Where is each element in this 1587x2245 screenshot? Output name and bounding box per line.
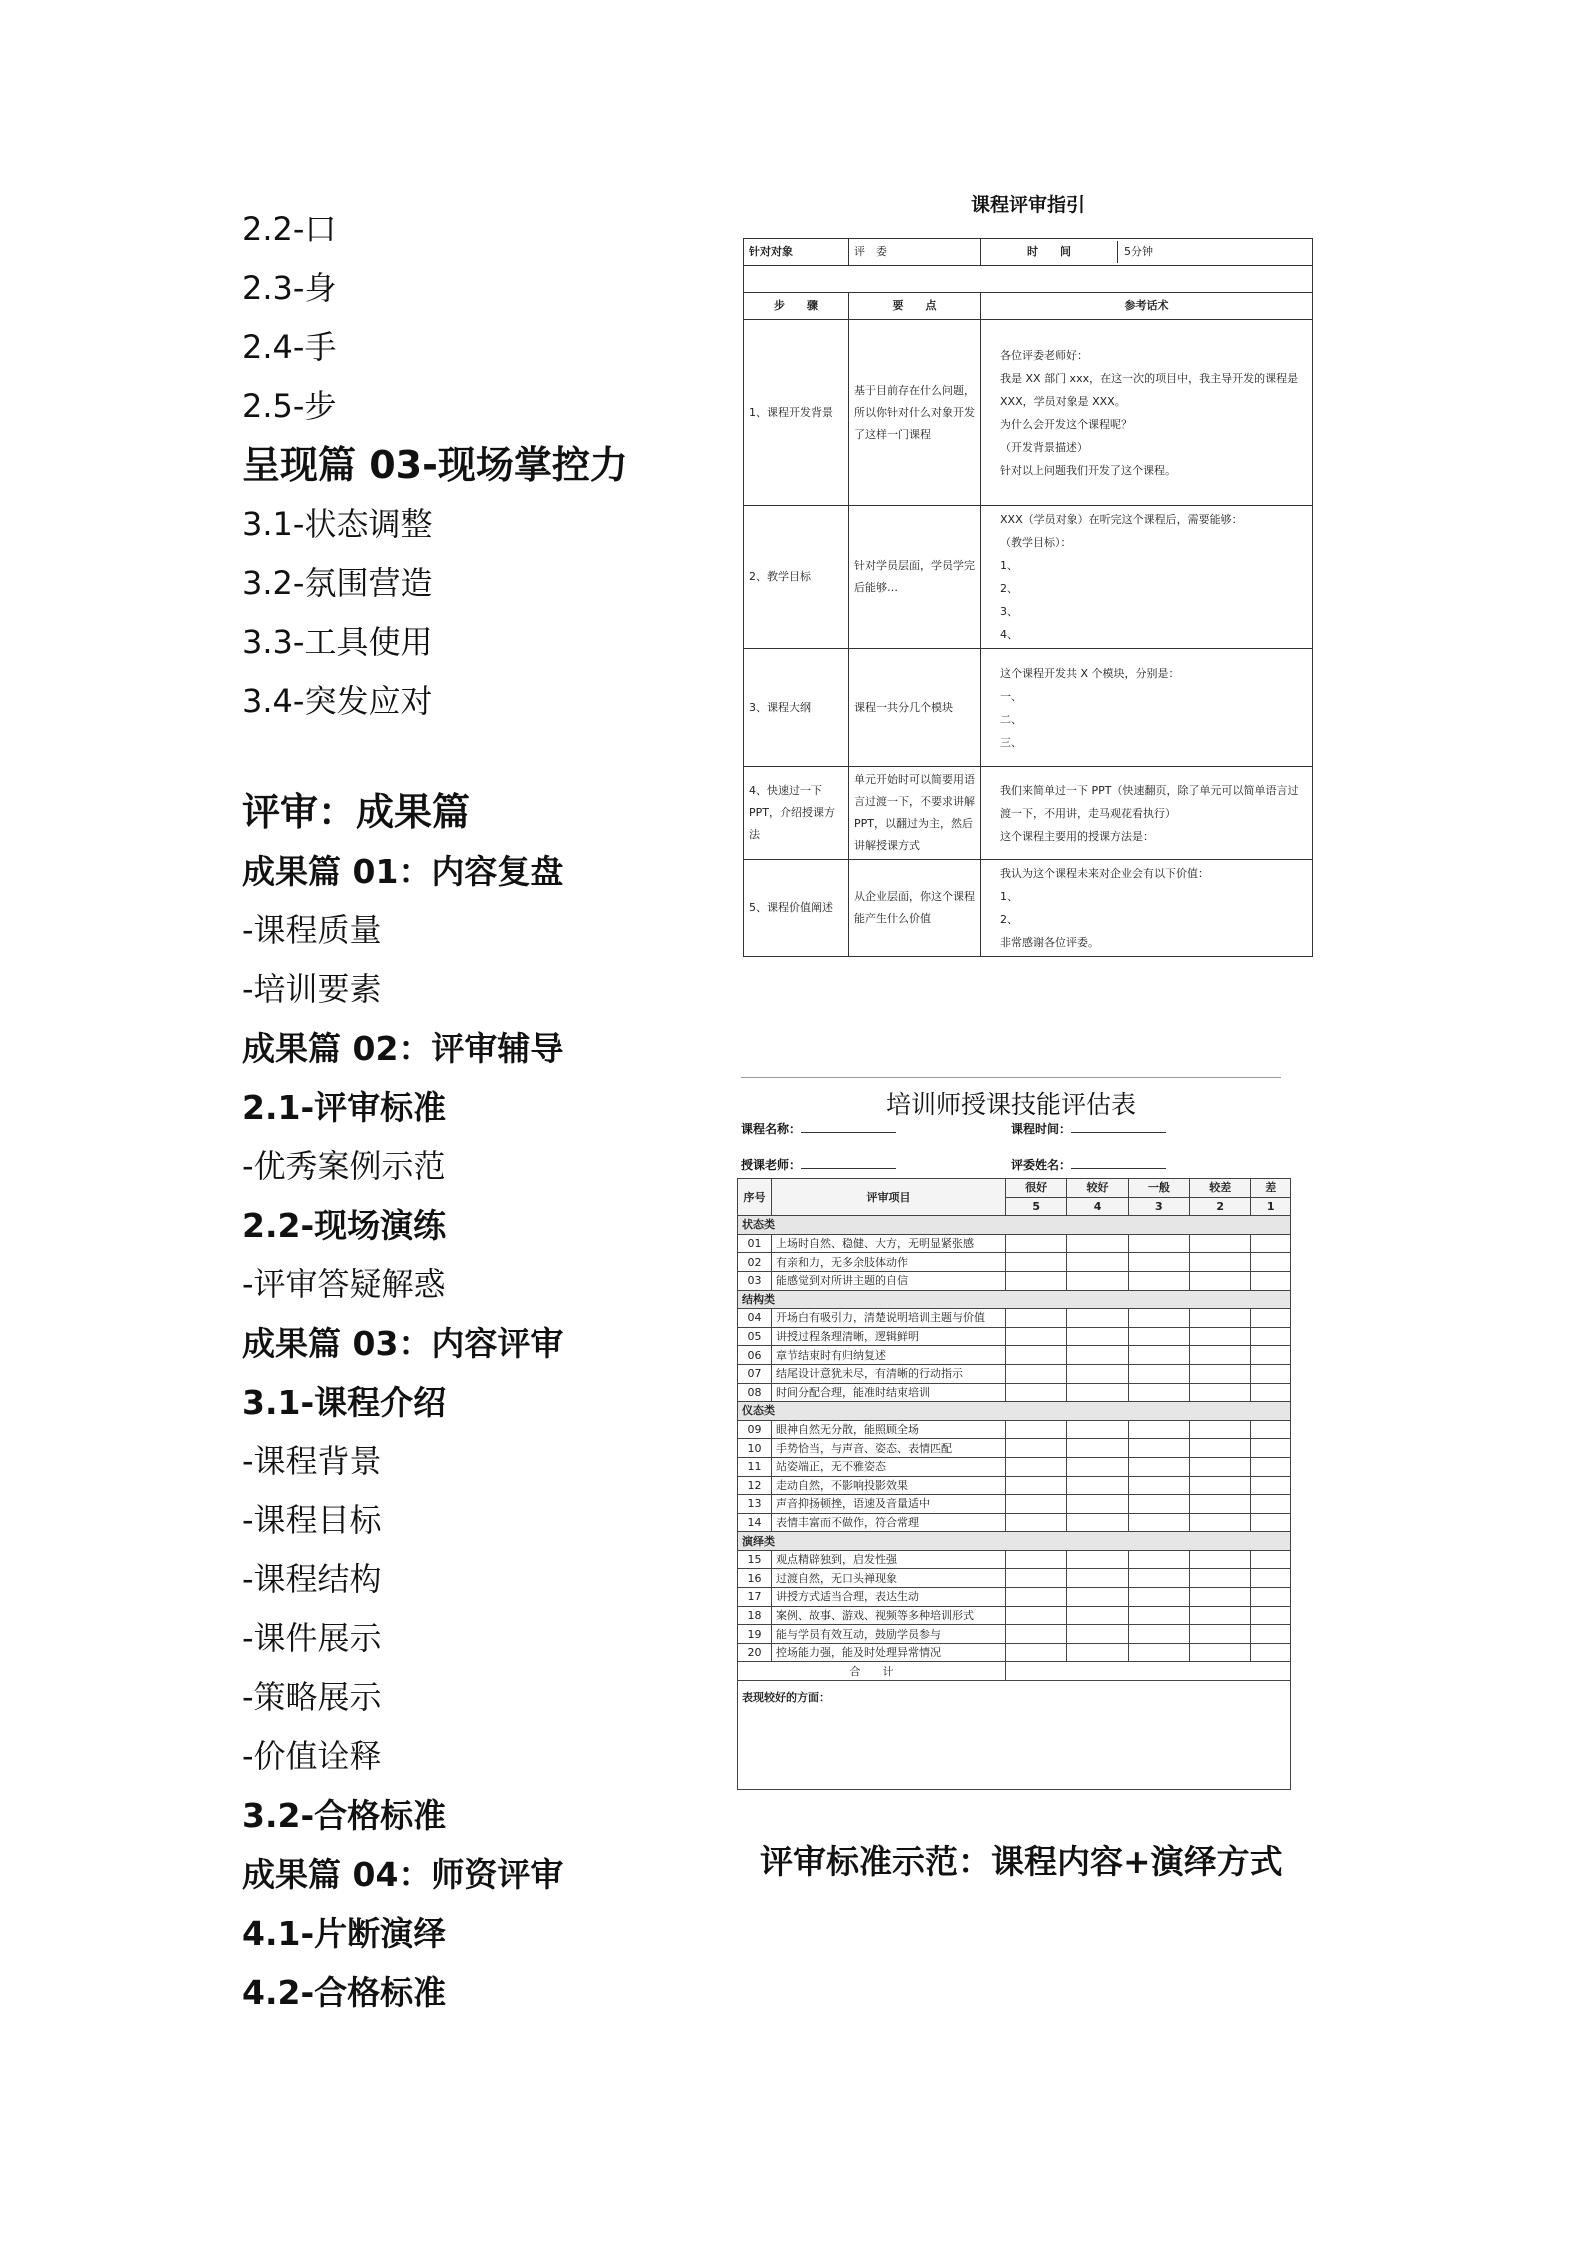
outline-item: -优秀案例示范 (242, 1147, 446, 1185)
item-text: 有亲和力，无多余肢体动作 (772, 1253, 1006, 1272)
score-cell[interactable] (1190, 1327, 1251, 1346)
score-cell[interactable] (1190, 1271, 1251, 1290)
eval-item-row (738, 1513, 1291, 1532)
time-label: 时 间 (981, 241, 1118, 263)
score-cell[interactable] (1251, 1550, 1291, 1569)
score-cell[interactable] (1190, 1439, 1251, 1458)
eval-item-row (738, 1457, 1291, 1476)
score-cell[interactable] (1128, 1327, 1189, 1346)
eval-item-row (738, 1643, 1291, 1662)
score-cell[interactable] (1190, 1476, 1251, 1495)
score-cell[interactable] (1006, 1569, 1067, 1588)
item-no: 02 (738, 1253, 772, 1272)
outline-item: 2.1-评审标准 (242, 1088, 447, 1127)
guide-step: 5、课程价值阐述 (744, 860, 849, 957)
col-ref: 参考话术 (981, 293, 1313, 320)
guide-point: 课程一共分几个模块 (849, 649, 981, 767)
score-cell[interactable] (1251, 1271, 1291, 1290)
score-cell[interactable] (1190, 1513, 1251, 1532)
guide-ref-line: 三、 (1000, 735, 1022, 749)
item-text: 章节结束时有归纳复述 (772, 1346, 1006, 1365)
guide-ref-line: 非常感谢各位评委。 (1000, 936, 1099, 949)
guide-ref-line: 各位评委老师好： (1000, 348, 1088, 362)
guide-ref-line: 3、 (1000, 605, 1018, 618)
course-name-label: 课程名称： (741, 1122, 802, 1136)
score-cell[interactable] (1006, 1643, 1067, 1662)
score-cell[interactable] (1251, 1457, 1291, 1476)
guide-ref-line: 2、 (1000, 913, 1018, 926)
guide-ref-line: 2、 (1000, 582, 1018, 595)
guide-ref-line: 我们来简单过一下 PPT（快速翻页，除了单元可以简单语言过渡一下，不用讲，走马观花看执行） (1000, 783, 1299, 820)
score-cell[interactable] (1190, 1383, 1251, 1402)
item-no: 13 (738, 1495, 772, 1514)
section-heading: 呈现篇 03-现场掌控力 (242, 443, 628, 487)
score-cell[interactable] (1006, 1253, 1067, 1272)
course-review-guide-table (743, 238, 1313, 957)
score-cell[interactable] (1190, 1234, 1251, 1253)
guide-title: 课程评审指引 (970, 194, 1085, 216)
eval-category-row (738, 1532, 1291, 1551)
eval-item-row (738, 1439, 1291, 1458)
score-cell[interactable] (1006, 1327, 1067, 1346)
eval-item-row (738, 1588, 1291, 1607)
score-cell[interactable] (1251, 1588, 1291, 1607)
caption: 评审标准示范：课程内容+演绎方式 (760, 1842, 1283, 1881)
eval-item-row (738, 1476, 1291, 1495)
category-name: 状态类 (738, 1216, 1291, 1235)
score-cell[interactable] (1251, 1234, 1291, 1253)
score-cell[interactable] (1006, 1513, 1067, 1532)
course-time-blank[interactable] (1071, 1120, 1166, 1133)
judge-label: 评委姓名： (1011, 1158, 1072, 1172)
item-no: 09 (738, 1420, 772, 1439)
score-cell[interactable] (1128, 1643, 1189, 1662)
outline-item: 4.2-合格标准 (242, 1973, 447, 2012)
score-cell[interactable] (1067, 1439, 1128, 1458)
score-cell[interactable] (1006, 1234, 1067, 1253)
item-no: 05 (738, 1327, 772, 1346)
eval-item-row (738, 1234, 1291, 1253)
guide-ref-line: 4、 (1000, 628, 1018, 641)
score-cell[interactable] (1067, 1234, 1128, 1253)
eval-item-row (738, 1346, 1291, 1365)
guide-row (744, 649, 1313, 767)
score-cell[interactable] (1067, 1327, 1128, 1346)
teacher-blank[interactable] (801, 1156, 896, 1169)
guide-ref (981, 860, 1313, 957)
score-cell[interactable] (1067, 1253, 1128, 1272)
score-cell[interactable] (1067, 1513, 1128, 1532)
guide-point: 单元开始时可以简要用语言过渡一下，不要求讲解 PPT，以翻过为主，然后讲解授课方式 (849, 767, 981, 860)
eval-item-row (738, 1569, 1291, 1588)
outline-item: 3.2-氛围营造 (242, 564, 433, 602)
score-cell[interactable] (1190, 1643, 1251, 1662)
outline-item: 2.2-口 (242, 210, 337, 248)
eval-item-row (738, 1383, 1291, 1402)
level-score: 4 (1067, 1197, 1128, 1216)
score-cell[interactable] (1006, 1309, 1067, 1328)
score-cell[interactable] (1251, 1327, 1291, 1346)
score-cell[interactable] (1190, 1550, 1251, 1569)
score-cell[interactable] (1190, 1420, 1251, 1439)
item-text: 控场能力强，能及时处理异常情况 (772, 1643, 1006, 1662)
guide-ref-line: 1、 (1000, 890, 1018, 903)
item-text: 过渡自然，无口头禅现象 (772, 1569, 1006, 1588)
score-cell[interactable] (1128, 1550, 1189, 1569)
guide-step: 1、课程开发背景 (744, 320, 849, 506)
outline-item: -课程目标 (242, 1501, 382, 1539)
teacher-label: 授课老师： (741, 1158, 802, 1172)
score-cell[interactable] (1190, 1253, 1251, 1272)
item-no: 18 (738, 1606, 772, 1625)
score-cell[interactable] (1006, 1606, 1067, 1625)
score-cell[interactable] (1006, 1420, 1067, 1439)
item-text: 手势恰当，与声音、姿态、表情匹配 (772, 1439, 1006, 1458)
outline-item: 2.3-身 (242, 269, 337, 307)
score-cell[interactable] (1251, 1346, 1291, 1365)
outline-item: 3.3-工具使用 (242, 623, 433, 661)
guide-point: 基于目前存在什么问题，所以你针对什么对象开发了这样一门课程 (849, 320, 981, 506)
guide-ref-line: 这个课程开发共 X 个模块，分别是： (1000, 666, 1180, 680)
strengths-field[interactable]: 表现较好的方面： (738, 1681, 1291, 1790)
level-name: 较好 (1067, 1179, 1128, 1198)
outline-item: 2.5-步 (242, 387, 337, 425)
level-score: 3 (1128, 1197, 1189, 1216)
level-name: 差 (1251, 1179, 1291, 1198)
score-cell[interactable] (1128, 1513, 1189, 1532)
score-cell[interactable] (1067, 1625, 1128, 1644)
guide-ref-line: 这个课程主要用的授课方法是： (1000, 829, 1154, 843)
eval-note-row (738, 1681, 1291, 1790)
guide-ref (981, 320, 1313, 506)
guide-point: 从企业层面，你这个课程能产生什么价值 (849, 860, 981, 957)
level-score: 2 (1190, 1197, 1251, 1216)
judge-blank[interactable] (1071, 1156, 1166, 1169)
score-cell[interactable] (1128, 1588, 1189, 1607)
guide-ref-line: 我认为这个课程未来对企业会有以下价值： (1000, 867, 1209, 880)
guide-row (744, 767, 1313, 860)
item-text: 讲授方式适当合理，表达生动 (772, 1588, 1006, 1607)
guide-row (744, 860, 1313, 957)
score-cell[interactable] (1190, 1569, 1251, 1588)
guide-ref-line: 一、 (1000, 689, 1022, 703)
score-cell[interactable] (1190, 1625, 1251, 1644)
score-cell[interactable] (1251, 1606, 1291, 1625)
level-name: 很好 (1006, 1179, 1067, 1198)
outline-item: -评审答疑解惑 (242, 1265, 446, 1303)
score-cell[interactable] (1190, 1457, 1251, 1476)
item-no: 01 (738, 1234, 772, 1253)
score-cell[interactable] (1128, 1457, 1189, 1476)
level-name: 较差 (1190, 1179, 1251, 1198)
item-text: 讲授过程条理清晰，逻辑鲜明 (772, 1327, 1006, 1346)
eval-item-row (738, 1271, 1291, 1290)
eval-item-row (738, 1309, 1291, 1328)
guide-ref-line: （教学目标）： (1000, 536, 1072, 549)
outline-item: -课程结构 (242, 1560, 382, 1598)
item-text: 声音抑扬顿挫，语速及音量适中 (772, 1495, 1006, 1514)
eval-item-row (738, 1550, 1291, 1569)
score-cell[interactable] (1067, 1364, 1128, 1383)
score-cell[interactable] (1251, 1420, 1291, 1439)
eval-item-row (738, 1625, 1291, 1644)
time-value: 5分钟 (1124, 245, 1153, 258)
score-cell[interactable] (1067, 1550, 1128, 1569)
outline-item: 成果篇 04：师资评审 (242, 1855, 564, 1894)
eval-item-row (738, 1327, 1291, 1346)
item-no: 15 (738, 1550, 772, 1569)
level-score: 1 (1251, 1197, 1291, 1216)
score-cell[interactable] (1128, 1271, 1189, 1290)
score-cell[interactable] (1128, 1364, 1189, 1383)
item-text: 结尾设计意犹未尽，有清晰的行动指示 (772, 1364, 1006, 1383)
outline-item: 成果篇 01：内容复盘 (242, 852, 564, 891)
outline-item: 4.1-片断演绎 (242, 1914, 447, 1953)
score-cell[interactable] (1128, 1625, 1189, 1644)
eval-item-row (738, 1253, 1291, 1272)
score-cell[interactable] (1067, 1588, 1128, 1607)
eval-item-row (738, 1606, 1291, 1625)
item-no: 17 (738, 1588, 772, 1607)
score-cell[interactable] (1067, 1383, 1128, 1402)
eval-item-row (738, 1364, 1291, 1383)
outline-item: 3.4-突发应对 (242, 682, 433, 720)
divider (741, 1077, 1281, 1078)
eval-item-row (738, 1495, 1291, 1514)
category-name: 仪态类 (738, 1402, 1291, 1421)
item-no: 11 (738, 1457, 772, 1476)
score-cell[interactable] (1190, 1495, 1251, 1514)
score-cell[interactable] (1251, 1309, 1291, 1328)
eval-category-row (738, 1216, 1291, 1235)
outline-item: -课件展示 (242, 1619, 382, 1657)
score-cell[interactable] (1128, 1253, 1189, 1272)
outline-item: 3.1-课程介绍 (242, 1383, 447, 1422)
score-cell[interactable] (1067, 1271, 1128, 1290)
score-cell[interactable] (1067, 1606, 1128, 1625)
outline-item: 3.2-合格标准 (242, 1796, 447, 1835)
score-cell[interactable] (1067, 1569, 1128, 1588)
score-cell[interactable] (1067, 1495, 1128, 1514)
guide-ref-line: XXX（学员对象）在听完这个课程后，需要能够： (1000, 513, 1243, 526)
score-cell[interactable] (1128, 1383, 1189, 1402)
guide-step: 4、快速过一下 PPT，介绍授课方法 (744, 767, 849, 860)
score-cell[interactable] (1128, 1495, 1189, 1514)
guide-ref-line: 为什么会开发这个课程呢？ (1000, 417, 1132, 431)
outline-item: -课程质量 (242, 911, 382, 949)
score-cell[interactable] (1006, 1383, 1067, 1402)
score-cell[interactable] (1251, 1643, 1291, 1662)
guide-point: 针对学员层面，学员学完后能够… (849, 506, 981, 649)
score-cell[interactable] (1067, 1420, 1128, 1439)
guide-ref-line: 二、 (1000, 712, 1022, 726)
course-name-blank[interactable] (801, 1120, 896, 1133)
item-text: 案例、故事、游戏、视频等多种培训形式 (772, 1606, 1006, 1625)
eval-category-row (738, 1290, 1291, 1309)
total-label: 合 计 (738, 1662, 1006, 1681)
item-text: 表情丰富而不做作，符合常理 (772, 1513, 1006, 1532)
guide-ref-line: 我是 XX 部门 xxx，在这一次的项目中，我主导开发的课程是 XXX，学员对象是 XXX。 (1000, 371, 1299, 408)
score-cell[interactable] (1006, 1439, 1067, 1458)
score-cell[interactable] (1006, 1495, 1067, 1514)
score-cell[interactable] (1006, 1476, 1067, 1495)
score-cell[interactable] (1128, 1309, 1189, 1328)
score-cell[interactable] (1006, 1364, 1067, 1383)
score-cell[interactable] (1006, 1588, 1067, 1607)
score-cell[interactable] (1067, 1309, 1128, 1328)
total-value[interactable] (1006, 1662, 1291, 1681)
score-cell[interactable] (1251, 1625, 1291, 1644)
outline-list (242, 200, 682, 2022)
score-cell[interactable] (1067, 1457, 1128, 1476)
guide-step: 3、课程大纲 (744, 649, 849, 767)
col-step: 步 骤 (744, 293, 849, 320)
outline-item: -策略展示 (242, 1678, 382, 1716)
category-name: 结构类 (738, 1290, 1291, 1309)
item-no: 20 (738, 1643, 772, 1662)
guide-ref (981, 649, 1313, 767)
score-cell[interactable] (1251, 1253, 1291, 1272)
score-cell[interactable] (1190, 1364, 1251, 1383)
trainer-evaluation-table (737, 1178, 1291, 1790)
score-cell[interactable] (1128, 1569, 1189, 1588)
guide-ref-line: 1、 (1000, 559, 1018, 572)
col-point: 要 点 (849, 293, 981, 320)
eval-item-row (738, 1420, 1291, 1439)
outline-item: -价值诠释 (242, 1737, 382, 1775)
eval-category-row (738, 1402, 1291, 1421)
category-name: 演绎类 (738, 1532, 1291, 1551)
score-cell[interactable] (1067, 1346, 1128, 1365)
outline-item: 成果篇 02：评审辅导 (242, 1029, 564, 1068)
item-no: 08 (738, 1383, 772, 1402)
outline-item: 2.4-手 (242, 328, 337, 366)
score-cell[interactable] (1128, 1420, 1189, 1439)
guide-ref-line: 针对以上问题我们开发了这个课程。 (1000, 463, 1176, 477)
level-name: 一般 (1128, 1179, 1189, 1198)
item-text: 上场时自然、稳健、大方，无明显紧张感 (772, 1234, 1006, 1253)
section-heading: 评审：成果篇 (242, 790, 471, 834)
item-no: 10 (738, 1439, 772, 1458)
level-score: 5 (1006, 1197, 1067, 1216)
score-cell[interactable] (1128, 1234, 1189, 1253)
score-cell[interactable] (1251, 1476, 1291, 1495)
score-cell[interactable] (1006, 1550, 1067, 1569)
col-no: 序号 (738, 1179, 772, 1216)
item-text: 时间分配合理，能准时结束培训 (772, 1383, 1006, 1402)
item-text: 走动自然，不影响投影效果 (772, 1476, 1006, 1495)
outline-item: 2.2-现场演练 (242, 1206, 447, 1245)
eval-title: 培训师授课技能评估表 (885, 1090, 1136, 1119)
item-no: 16 (738, 1569, 772, 1588)
score-cell[interactable] (1190, 1309, 1251, 1328)
score-cell[interactable] (1006, 1625, 1067, 1644)
guide-step: 2、教学目标 (744, 506, 849, 649)
target-value: 评 委 (849, 239, 981, 266)
guide-ref-line: （开发背景描述） (1000, 440, 1088, 454)
item-no: 07 (738, 1364, 772, 1383)
score-cell[interactable] (1251, 1513, 1291, 1532)
score-cell[interactable] (1128, 1606, 1189, 1625)
outline-item: -课程背景 (242, 1442, 382, 1480)
item-text: 眼神自然无分散，能照顾全场 (772, 1420, 1006, 1439)
outline-item: -培训要素 (242, 970, 382, 1008)
score-cell[interactable] (1006, 1346, 1067, 1365)
score-cell[interactable] (1067, 1643, 1128, 1662)
item-text: 站姿端正，无不雅姿态 (772, 1457, 1006, 1476)
score-cell[interactable] (1251, 1569, 1291, 1588)
eval-header-row (738, 1179, 1291, 1198)
target-label: 针对对象 (744, 239, 849, 266)
item-no: 19 (738, 1625, 772, 1644)
spacer (242, 731, 682, 783)
score-cell[interactable] (1067, 1476, 1128, 1495)
score-cell[interactable] (1190, 1346, 1251, 1365)
guide-row (744, 506, 1313, 649)
col-item: 评审项目 (772, 1179, 1006, 1216)
item-text: 观点精辟独到，启发性强 (772, 1550, 1006, 1569)
score-cell[interactable] (1251, 1364, 1291, 1383)
score-cell[interactable] (1006, 1457, 1067, 1476)
outline-item: 成果篇 03：内容评审 (242, 1324, 564, 1363)
eval-total-row (738, 1662, 1291, 1681)
outline-item: 3.1-状态调整 (242, 505, 433, 543)
score-cell[interactable] (1128, 1476, 1189, 1495)
item-no: 06 (738, 1346, 772, 1365)
score-cell[interactable] (1128, 1346, 1189, 1365)
item-no: 12 (738, 1476, 772, 1495)
score-cell[interactable] (1006, 1271, 1067, 1290)
guide-ref (981, 506, 1313, 649)
item-text: 能感觉到对所讲主题的自信 (772, 1271, 1006, 1290)
item-no: 14 (738, 1513, 772, 1532)
course-time-label: 课程时间： (1011, 1122, 1072, 1136)
guide-row (744, 320, 1313, 506)
score-cell[interactable] (1251, 1495, 1291, 1514)
score-cell[interactable] (1251, 1383, 1291, 1402)
guide-ref (981, 767, 1313, 860)
score-cell[interactable] (1190, 1606, 1251, 1625)
score-cell[interactable] (1128, 1439, 1189, 1458)
score-cell[interactable] (1190, 1588, 1251, 1607)
item-no: 04 (738, 1309, 772, 1328)
item-text: 能与学员有效互动，鼓励学员参与 (772, 1625, 1006, 1644)
item-text: 开场白有吸引力，清楚说明培训主题与价值 (772, 1309, 1006, 1328)
score-cell[interactable] (1251, 1439, 1291, 1458)
item-no: 03 (738, 1271, 772, 1290)
